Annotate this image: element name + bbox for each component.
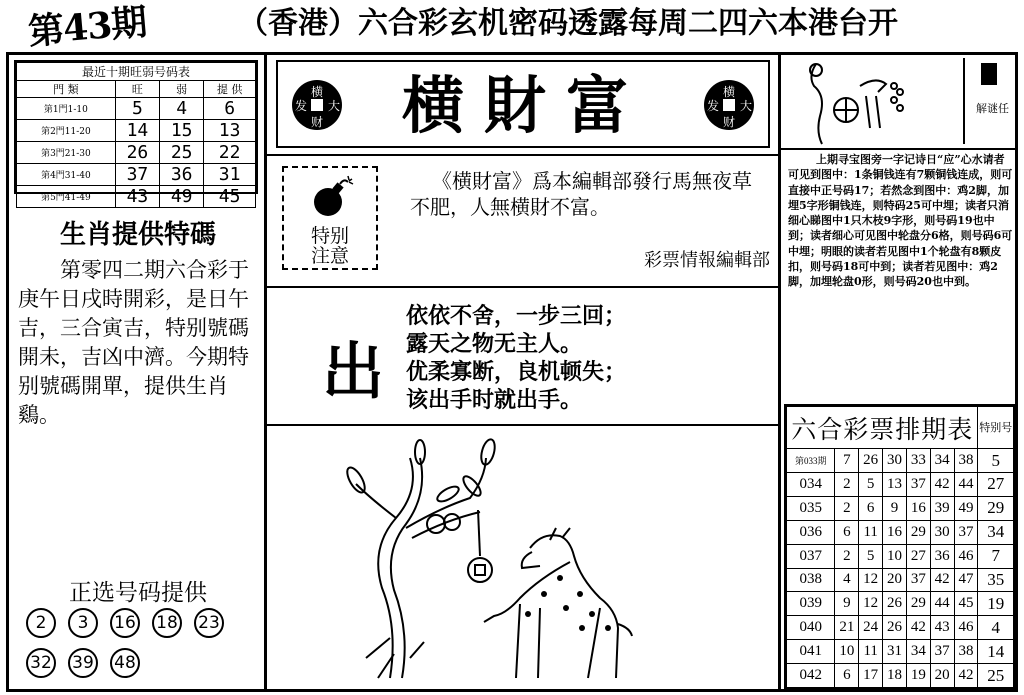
zodiac-body: 第零四二期六合彩于庚午日戌時開彩，是日午吉，三合寅吉，特别號碼開未，吉凶中濟。今期特别號碼開單，提供生肖鷄。 [18, 258, 249, 427]
verse [406, 302, 776, 414]
table-row [787, 664, 1014, 688]
cell-value: 43 [115, 186, 159, 208]
number-ball: 48 [110, 648, 140, 678]
number-cell: 34 [906, 640, 930, 664]
notice-box [282, 166, 378, 270]
picks-balls [26, 608, 252, 688]
cell-value: 36 [160, 164, 204, 186]
number-cell: 20 [883, 568, 907, 592]
cell-value: 25 [160, 142, 204, 164]
number-cell: 37 [906, 568, 930, 592]
riddle-text: 上期寻宝图旁一字记诗日“应”心水请者可见到图中：1条铜钱连有7颗铜钱连成，则可直接中正号码17；若然念到图中：鸡2脚，加埋5字形铜钱连，则特码25可中埋；读者只消细心睇图中1只木枝9字形，则号码19也中到；读者细心可见图中轮盘分6格，则号码6可中埋；明眼的读者若见图中1个轮盘有8颗皮扣，则号码18可中到；读者若见图中：鸡2脚，加埋轮盘0形，则号码20也中到。 [788, 153, 1013, 289]
row-label: 第5門41-49 [17, 186, 116, 208]
key-character: 出 [322, 335, 385, 408]
cell-value: 49 [160, 186, 204, 208]
number-cell: 44 [930, 592, 954, 616]
number-cell: 12 [859, 592, 883, 616]
zodiac-title: 生肖提供特碼 [59, 220, 216, 250]
number-cell: 26 [883, 592, 907, 616]
number-cell: 6 [835, 664, 859, 688]
row-label: 第4門31-40 [17, 164, 116, 186]
coin-icon: 横 发 大 财 [704, 80, 754, 130]
special-number-cell: 7 [978, 544, 1014, 568]
verse-line: 该出手时就出手。 [406, 387, 583, 413]
column-header: 提 供 [204, 81, 256, 98]
table-row [787, 449, 1014, 473]
cell-value: 37 [115, 164, 159, 186]
issue-cell: 035 [787, 496, 835, 520]
number-ball: 16 [110, 608, 140, 638]
column-header: 旺 [115, 81, 159, 98]
table-row [787, 568, 1014, 592]
verse-line: 优柔寡断，良机顿失； [406, 359, 627, 385]
special-header: 特别号 [978, 407, 1014, 449]
cell-value: 13 [204, 120, 256, 142]
number-cell: 24 [859, 616, 883, 640]
column-divider [264, 52, 267, 692]
issue-cell: 036 [787, 520, 835, 544]
row-label: 第1門1-10 [17, 98, 116, 120]
cell-value: 6 [204, 98, 256, 120]
issue-cell: 038 [787, 568, 835, 592]
number-cell: 26 [883, 616, 907, 640]
number-cell: 2 [835, 544, 859, 568]
number-cell: 49 [954, 496, 978, 520]
number-cell: 44 [954, 472, 978, 496]
issue-cell: 第033期 [787, 449, 835, 473]
special-number-cell: 29 [978, 496, 1014, 520]
number-cell: 17 [859, 664, 883, 688]
special-number-cell: 5 [978, 449, 1014, 473]
verse-line: 露天之物无主人。 [406, 331, 583, 357]
brand-title: 横財富 [401, 69, 648, 142]
number-cell: 11 [859, 640, 883, 664]
number-cell: 43 [930, 616, 954, 640]
cell-value: 22 [204, 142, 256, 164]
special-number-cell: 34 [978, 520, 1014, 544]
number-cell: 9 [835, 592, 859, 616]
number-cell: 38 [954, 449, 978, 473]
number-cell: 9 [883, 496, 907, 520]
special-number-cell: 4 [978, 616, 1014, 640]
number-cell: 42 [906, 616, 930, 640]
row-label: 第3門21-30 [17, 142, 116, 164]
table-row [787, 472, 1014, 496]
number-cell: 7 [835, 449, 859, 473]
number-cell: 42 [930, 568, 954, 592]
cell-value: 31 [204, 164, 256, 186]
issue-cell: 034 [787, 472, 835, 496]
number-cell: 31 [883, 640, 907, 664]
verse-line: 依依不舍，一步三回； [406, 303, 627, 329]
number-cell: 29 [906, 592, 930, 616]
bomb-icon [312, 174, 356, 220]
brand-banner [276, 60, 770, 148]
number-cell: 30 [930, 520, 954, 544]
number-cell: 5 [859, 544, 883, 568]
number-cell: 6 [835, 520, 859, 544]
number-cell: 10 [835, 640, 859, 664]
special-number-cell: 35 [978, 568, 1014, 592]
number-cell: 36 [930, 544, 954, 568]
number-ball: 32 [26, 648, 56, 678]
number-cell: 6 [859, 496, 883, 520]
table-row [787, 616, 1014, 640]
number-cell: 42 [930, 472, 954, 496]
table-row [17, 98, 256, 120]
number-cell: 5 [859, 472, 883, 496]
number-ball: 2 [26, 608, 56, 638]
schedule-title: 六合彩票排期表 [787, 407, 978, 449]
number-cell: 37 [930, 640, 954, 664]
column-header: 門 類 [17, 81, 116, 98]
hot-cold-table [14, 60, 258, 207]
section-divider [267, 424, 778, 426]
headline: （香港）六合彩玄机密码透露每周二四六本港台开 [238, 6, 898, 41]
cell-value: 26 [115, 142, 159, 164]
special-number-cell: 27 [978, 472, 1014, 496]
draw-schedule-table [784, 404, 1016, 690]
table-caption: 最近十期旺弱号码表 [17, 63, 256, 81]
table-row [17, 142, 256, 164]
number-cell: 10 [883, 544, 907, 568]
number-cell: 33 [906, 449, 930, 473]
number-cell: 2 [835, 496, 859, 520]
cell-value: 45 [204, 186, 256, 208]
number-cell: 46 [954, 616, 978, 640]
special-number-cell: 14 [978, 640, 1014, 664]
number-cell: 39 [930, 496, 954, 520]
tree-and-deer-illustration [270, 428, 776, 690]
number-cell: 37 [954, 520, 978, 544]
number-cell: 34 [930, 449, 954, 473]
section-divider [781, 148, 1018, 150]
number-cell: 11 [859, 520, 883, 544]
number-cell: 19 [906, 664, 930, 688]
number-cell: 16 [906, 496, 930, 520]
table-row [17, 164, 256, 186]
table-row [787, 496, 1014, 520]
number-cell: 45 [954, 592, 978, 616]
number-cell: 18 [883, 664, 907, 688]
editor-signature: 彩票情報編輯部 [644, 250, 770, 271]
issue-cell: 042 [787, 664, 835, 688]
issue-cell: 037 [787, 544, 835, 568]
issue-cell: 041 [787, 640, 835, 664]
number-cell: 47 [954, 568, 978, 592]
number-cell: 30 [883, 449, 907, 473]
number-cell: 16 [883, 520, 907, 544]
number-cell: 13 [883, 472, 907, 496]
number-cell: 21 [835, 616, 859, 640]
number-cell: 46 [954, 544, 978, 568]
section-divider [267, 154, 778, 156]
cell-value: 14 [115, 120, 159, 142]
number-ball: 18 [152, 608, 182, 638]
table-row [787, 592, 1014, 616]
number-cell: 37 [906, 472, 930, 496]
issue-cell: 039 [787, 592, 835, 616]
number-ball: 23 [194, 608, 224, 638]
cell-value: 4 [160, 98, 204, 120]
table-row [17, 120, 256, 142]
number-cell: 38 [954, 640, 978, 664]
number-cell: 2 [835, 472, 859, 496]
picks-title: 正选号码提供 [69, 580, 207, 606]
number-cell: 26 [859, 449, 883, 473]
riddle-side-label: 解谜任 [976, 102, 1009, 115]
table-row [787, 640, 1014, 664]
number-ball: 3 [68, 608, 98, 638]
cell-value: 5 [115, 98, 159, 120]
intro-text: 《横財富》爲本編輯部發行馬無夜草不肥，人無横財不富。 [410, 169, 752, 219]
cell-value: 15 [160, 120, 204, 142]
special-number-cell: 25 [978, 664, 1014, 688]
table-row [787, 520, 1014, 544]
number-cell: 42 [954, 664, 978, 688]
number-cell: 12 [859, 568, 883, 592]
special-number-cell: 19 [978, 592, 1014, 616]
table-row [787, 544, 1014, 568]
issue-cell: 040 [787, 616, 835, 640]
number-cell: 20 [930, 664, 954, 688]
coin-icon: 横 发 大 财 [292, 80, 342, 130]
table-row [17, 186, 256, 208]
column-header: 弱 [160, 81, 204, 98]
number-cell: 29 [906, 520, 930, 544]
issue-number: 第43期 [26, 1, 148, 54]
notice-title: 特别 注意 [310, 225, 349, 267]
number-ball: 39 [68, 648, 98, 678]
number-cell: 4 [835, 568, 859, 592]
section-divider [267, 286, 778, 288]
row-label: 第2門11-20 [17, 120, 116, 142]
riddle-illustration [786, 56, 1012, 146]
number-cell: 27 [906, 544, 930, 568]
